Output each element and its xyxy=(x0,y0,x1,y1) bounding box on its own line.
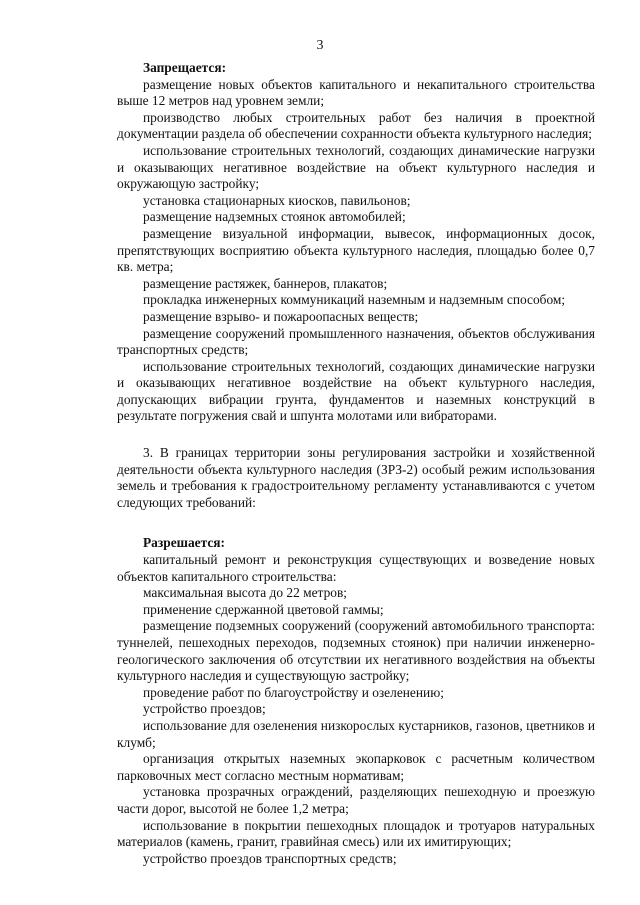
page-number: 3 xyxy=(316,38,324,53)
prohibited-item: установка стационарных киосков, павильонов; xyxy=(143,192,411,208)
section-heading-permitted: Разрешается: xyxy=(143,535,225,551)
permitted-item: установка прозрачных ограждений, разделяющих пешеходную и проезжую части дорог, высотой не более 1,2 метра; xyxy=(117,784,595,816)
section-heading-prohibited: Запрещается: xyxy=(143,60,227,75)
paragraph-3: 3. В границах территории зоны регулирования застройки и хозяйственной деятельности объекта культурного наследия (ЗРЗ-2) особый режим использования земель и требования к градостроительному регламенту устанавливаются с учетом следующих требований: xyxy=(117,445,595,510)
prohibited-item: размещение визуальной информации, вывесок, информационных досок, препятствующих восприятию объекта культурного наследия, площадью более 0,7 кв. метра; xyxy=(117,225,595,275)
permitted-item: размещение подземных сооружений (сооружений автомобильного транспорта: туннелей, пешеходных переходов, подземных стоянок) при наличии инженерно-геологического заключения об отсутствии их негативного воздействия на объекты культурного наследия и существующую застройку; xyxy=(117,618,595,684)
prohibited-item: размещение надземных стоянок автомобилей; xyxy=(143,209,406,225)
permitted-item: применение сдержанной цветовой гаммы; xyxy=(143,601,384,617)
prohibited-item: размещение сооружений промышленного назначения, объектов обслуживания транспортных средств; xyxy=(117,325,595,358)
spacer xyxy=(117,425,595,445)
permitted-item: организация открытых наземных экопарковок с расчетным количеством парковочных мест согласно местным нормативам; xyxy=(117,751,595,783)
prohibited-item: размещение взрыво- и пожароопасных веществ; xyxy=(143,308,419,324)
prohibited-item: размещение растяжек, баннеров, плакатов; xyxy=(143,275,388,291)
permitted-item: использование для озеленения низкорослых кустарников, газонов, цветников и клумб; xyxy=(117,717,595,750)
permitted-item: устройство проездов; xyxy=(143,701,266,717)
permitted-item: проведение работ по благоустройству и озеленению; xyxy=(143,684,444,700)
spacer xyxy=(117,511,595,535)
prohibited-item: прокладка инженерных коммуникаций наземным и надземным способом; xyxy=(143,292,566,308)
prohibited-item: размещение новых объектов капитального и некапитального строительства выше 12 метров над уровнем земли; xyxy=(117,76,595,109)
prohibited-item: использование строительных технологий, создающих динамические нагрузки и оказывающих негативное воздействие на объект культурного наследия, допускающих вибрации грунта, фундаментов и наземных конструкций в результате погружения свай и шпунта молотами или вибраторами. xyxy=(117,358,595,424)
permitted-item: капитальный ремонт и реконструкция существующих и возведение новых объектов капитального строительства: xyxy=(117,552,595,584)
permitted-item: использование в покрытии пешеходных площадок и тротуаров натуральных материалов (камень, гранит, гравийная смесь) или их имитирующих; xyxy=(117,817,595,850)
permitted-item: устройство проездов транспортных средств; xyxy=(143,850,397,866)
document-body xyxy=(117,60,595,867)
permitted-item: максимальная высота до 22 метров; xyxy=(143,585,348,601)
prohibited-item: использование строительных технологий, создающих динамические нагрузки и оказывающих негативное воздействие на объект культурного наследия и окружающую застройку; xyxy=(117,142,595,192)
prohibited-item: производство любых строительных работ без наличия в проектной документации раздела об обеспечении сохранности объекта культурного наследия; xyxy=(117,109,595,142)
